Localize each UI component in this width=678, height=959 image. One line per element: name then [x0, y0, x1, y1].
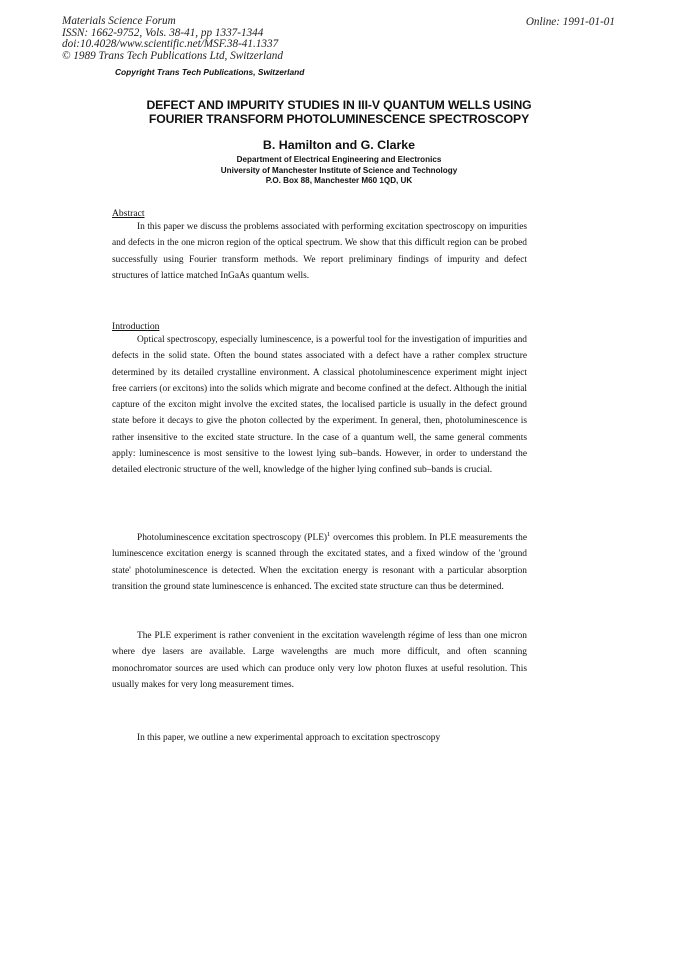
p2-text-end: overcomes this problem. In PLE measurements the luminescence excitation energy is scanned through the excitated states, and a fixed window of the 'ground state' photoluminescence is detected. When the excitation energy is resonant with a particular absorption transition the ground state luminescence is enhanced. The excited state structure can thus be determined. — [112, 533, 528, 592]
title-line-1: DEFECT AND IMPURITY STUDIES IN III-V QUANTUM WELLS USING — [146, 98, 532, 112]
authors: B. Hamilton and G. Clarke — [262, 138, 416, 152]
reference-marker: 1 — [327, 530, 331, 538]
introduction-section — [112, 321, 527, 479]
paper-title — [100, 99, 578, 126]
abstract-heading: Abstract — [112, 208, 145, 219]
intro-paragraph-3: The PLE experiment is rather convenient in the excitation wavelength régime of less than one micron where dye lasers are available. Large wavelengths are much more difficult, and often scanning monochromator sources are used which can produce only very low photon fluxes at useful resolution. This usually makes for very long measurement times. — [112, 631, 527, 690]
intro-paragraph-3-block — [112, 628, 527, 693]
affiliation-university: University of Manchester Institute of Science and Technology — [220, 165, 458, 175]
copyright-line: © 1989 Trans Tech Publications Ltd, Switzerland — [62, 49, 283, 62]
online-date: Online: 1991-01-01 — [525, 16, 615, 28]
intro-paragraph-2 — [112, 530, 527, 595]
abstract-section — [112, 208, 527, 284]
affiliation-address: P.O. Box 88, Manchester M60 1QD, UK — [265, 176, 413, 185]
intro-paragraph-4: In this paper, we outline a new experimental approach to excitation spectroscopy — [137, 733, 441, 743]
introduction-heading: Introduction — [112, 321, 160, 332]
issn-line: ISSN: 1662-9752, Vols. 38-41, pp 1337-1344 — [62, 26, 264, 39]
publisher-notice: Copyright Trans Tech Publications, Switzerland — [115, 67, 305, 77]
affiliation — [100, 155, 578, 187]
intro-paragraph-1: Optical spectroscopy, especially luminescence, is a powerful tool for the investigation of impurities and defects in the solid state. Often the bound states associated with a defect have a rather complex structure determined by its detailed crystalline environment. A classical photoluminescence experiment might inject free carriers (or excitons) into the solids which migrate and become confined at the defect. Although the initial capture of the exciton might involve the excited states, the localised particle is usually in the defect ground state before it decays to give the photon collected by the experiment. In general, then, photoluminescence is rather insensitive to the excited state structure. In the case of a quantum well, the same general comments apply: luminescence is most sensitive to the lowest lying sub–bands. However, in order to understand the detailed electronic structure of the well, knowledge of the higher lying confined sub–bands is crucial. — [112, 335, 527, 476]
p2-text-start: Photoluminescence excitation spectroscopy (PLE) — [137, 533, 328, 543]
abstract-text: In this paper we discuss the problems associated with performing excitation spectroscopy on impurities and defects in the one micron region of the optical spectrum. We show that this difficult region can be probed successfully using Fourier transform methods. We report preliminary findings of impurity and defect structures of lattice matched InGaAs quantum wells. — [112, 222, 527, 281]
journal-name: Materials Science Forum — [62, 15, 176, 27]
affiliation-department: Department of Electrical Engineering and Electronics — [236, 155, 442, 164]
intro-paragraph-2-block — [112, 530, 527, 595]
citation-block — [62, 16, 283, 62]
title-line-2: FOURIER TRANSFORM PHOTOLUMINESCENCE SPECTROSCOPY — [148, 111, 530, 126]
doi-line: doi:10.4028/www.scientific.net/MSF.38-41.1337 — [62, 38, 279, 51]
intro-paragraph-4-block — [112, 730, 527, 746]
